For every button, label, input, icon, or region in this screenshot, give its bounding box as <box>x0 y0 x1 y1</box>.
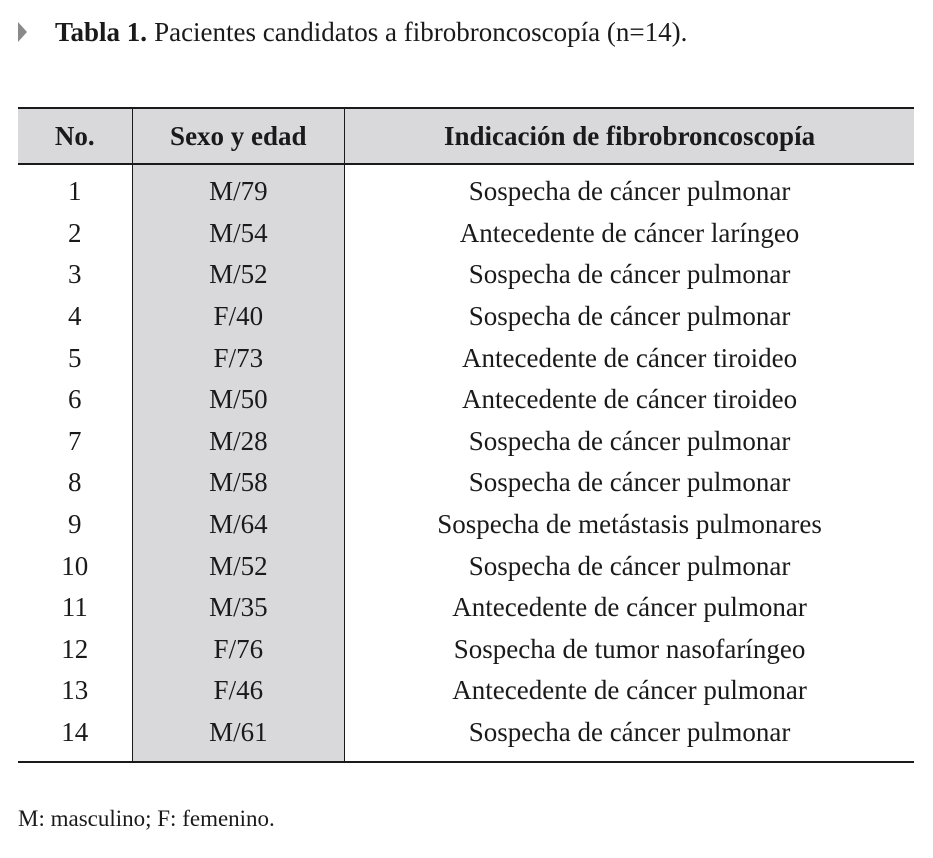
cell-no: 1 <box>18 164 132 213</box>
cell-sex-age: F/73 <box>132 337 345 379</box>
caption-label: Tabla 1. <box>55 16 148 47</box>
cell-sex-age: M/28 <box>132 421 345 463</box>
cell-sex-age: M/52 <box>132 254 345 296</box>
cell-no: 2 <box>18 213 132 255</box>
table-body <box>18 164 914 762</box>
cell-sex-age: M/35 <box>132 587 345 629</box>
cell-sex-age: M/79 <box>132 164 345 213</box>
cell-no: 14 <box>18 712 132 763</box>
cell-no: 11 <box>18 587 132 629</box>
table-row <box>18 296 914 338</box>
table-row <box>18 712 914 763</box>
cell-indication: Sospecha de cáncer pulmonar <box>468 259 791 290</box>
cell-indication: Sospecha de cáncer pulmonar <box>468 467 791 498</box>
cell-sex-age: M/64 <box>132 504 345 546</box>
cell-indication: Antecedente de cáncer pulmonar <box>452 592 807 623</box>
cell-sex-age: F/40 <box>132 296 345 338</box>
cell-no: 7 <box>18 421 132 463</box>
table-row <box>18 337 914 379</box>
table-row <box>18 421 914 463</box>
cell-sex-age: F/76 <box>132 629 345 671</box>
header-indication: Indicación de fibrobroncoscopía <box>345 108 914 164</box>
table-footnote: M: masculino; F: femenino. <box>18 806 275 831</box>
table-caption <box>18 14 687 50</box>
cell-indication: Sospecha de cáncer pulmonar <box>468 425 791 456</box>
cell-indication: Sospecha de metástasis pulmonares <box>437 509 822 540</box>
table-row <box>18 504 914 546</box>
cell-no: 13 <box>18 670 132 712</box>
table-row <box>18 670 914 712</box>
cell-sex-age: M/54 <box>132 213 345 255</box>
cell-indication: Antecedente de cáncer tiroideo <box>462 342 798 373</box>
caption-marker-icon <box>18 22 27 42</box>
cell-indication: Sospecha de tumor nasofaríngeo <box>453 633 806 664</box>
cell-sex-age: M/58 <box>132 462 345 504</box>
table-row <box>18 379 914 421</box>
table-header <box>18 108 914 164</box>
cell-indication: Sospecha de cáncer pulmonar <box>468 301 791 332</box>
cell-sex-age: F/46 <box>132 670 345 712</box>
cell-no: 6 <box>18 379 132 421</box>
table-row <box>18 545 914 587</box>
cell-indication: Antecedente de cáncer pulmonar <box>452 675 807 706</box>
table-row <box>18 213 914 255</box>
cell-no: 4 <box>18 296 132 338</box>
cell-no: 3 <box>18 254 132 296</box>
table-row <box>18 587 914 629</box>
table-row <box>18 254 914 296</box>
cell-indication: Sospecha de cáncer pulmonar <box>468 176 791 207</box>
cell-indication: Sospecha de cáncer pulmonar <box>468 550 791 581</box>
cell-no: 9 <box>18 504 132 546</box>
cell-indication: Antecedente de cáncer tiroideo <box>462 384 798 415</box>
cell-no: 8 <box>18 462 132 504</box>
header-no: No. <box>18 108 132 164</box>
cell-no: 5 <box>18 337 132 379</box>
header-row <box>18 108 914 164</box>
table-row <box>18 629 914 671</box>
cell-sex-age: M/61 <box>132 712 345 763</box>
cell-no: 12 <box>18 629 132 671</box>
cell-sex-age: M/50 <box>132 379 345 421</box>
cell-sex-age: M/52 <box>132 545 345 587</box>
table-row <box>18 462 914 504</box>
cell-indication: Sospecha de cáncer pulmonar <box>468 717 791 748</box>
table-row <box>18 164 914 213</box>
cell-indication: Antecedente de cáncer laríngeo <box>459 217 800 248</box>
header-sex-age: Sexo y edad <box>132 108 345 164</box>
patients-table <box>18 107 914 763</box>
cell-no: 10 <box>18 545 132 587</box>
caption-text: Pacientes candidatos a fibrobroncoscopía (n=14). <box>154 16 688 47</box>
